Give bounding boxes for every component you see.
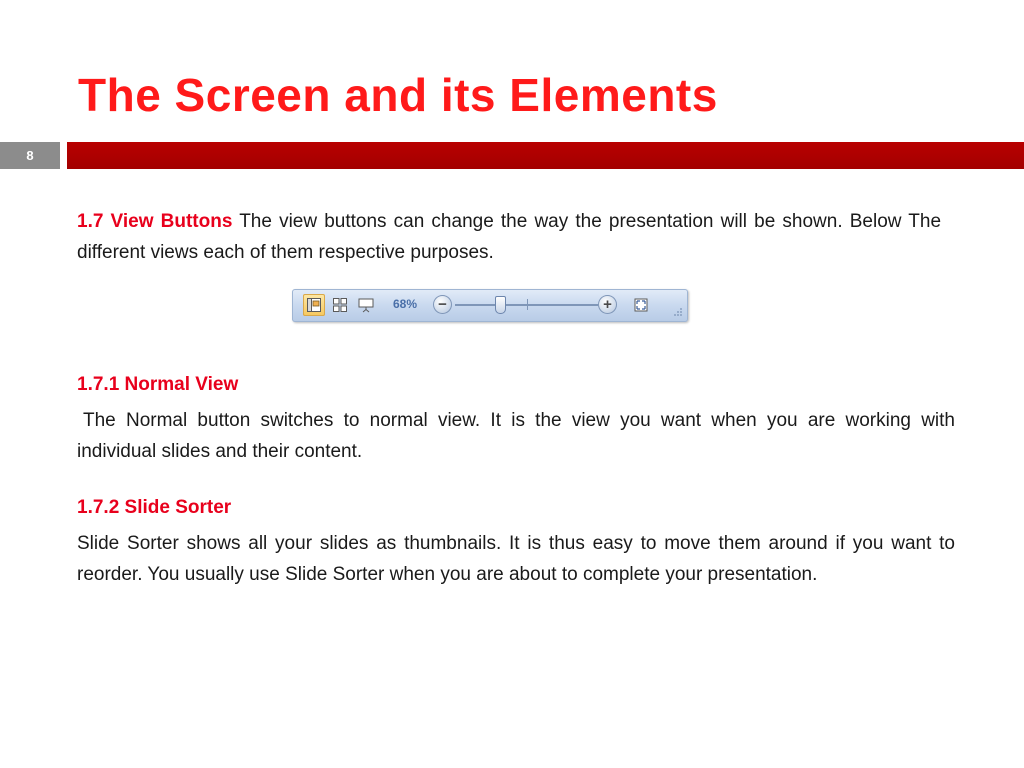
view-buttons-toolbar: [292, 289, 688, 322]
fit-to-window-icon: [633, 297, 649, 313]
zoom-out-icon: −: [438, 296, 447, 313]
zoom-slider-thumb[interactable]: [495, 296, 506, 314]
slide-show-button[interactable]: [355, 294, 377, 316]
zoom-in-button[interactable]: [598, 295, 617, 314]
section-slide-sorter-heading: 1.7.2 Slide Sorter: [77, 497, 232, 518]
zoom-slider-midpoint: [527, 299, 528, 310]
slide-sorter-icon: [332, 297, 348, 313]
zoom-in-icon: +: [603, 296, 612, 313]
page-title: The Screen and its Elements: [78, 69, 718, 121]
section-view-buttons-heading: 1.7 View Buttons: [77, 211, 233, 232]
section-normal-view-paragraph: [77, 405, 955, 467]
zoom-level[interactable]: 68%: [393, 297, 418, 311]
section-view-buttons-text: The view buttons can change the way the presentation will be shown. Below The different views each of them respective purposes.: [77, 211, 942, 263]
normal-view-button[interactable]: [303, 294, 325, 316]
title-divider-bar: [67, 142, 1024, 169]
section-slide-sorter-paragraph: Slide Sorter shows all your slides as thumbnails. It is thus easy to move them around if you want to reorder. You usually use Slide Sorter when you are about to complete your presentation.: [77, 533, 955, 585]
section-normal-view-heading: 1.7.1 Normal View: [77, 374, 239, 395]
slide-sorter-button[interactable]: [329, 294, 351, 316]
section-view-buttons-paragraph: [77, 206, 941, 268]
zoom-out-button[interactable]: [433, 295, 452, 314]
fit-to-window-button[interactable]: [630, 294, 652, 316]
slide-show-icon: [358, 297, 374, 313]
slide-number: 8: [0, 142, 60, 169]
normal-view-icon: [306, 297, 322, 313]
resize-grip-icon[interactable]: [673, 307, 683, 317]
section-normal-view-text: The Normal button switches to normal view. It is the view you want when you are working with individual slides and their content.: [77, 410, 955, 462]
